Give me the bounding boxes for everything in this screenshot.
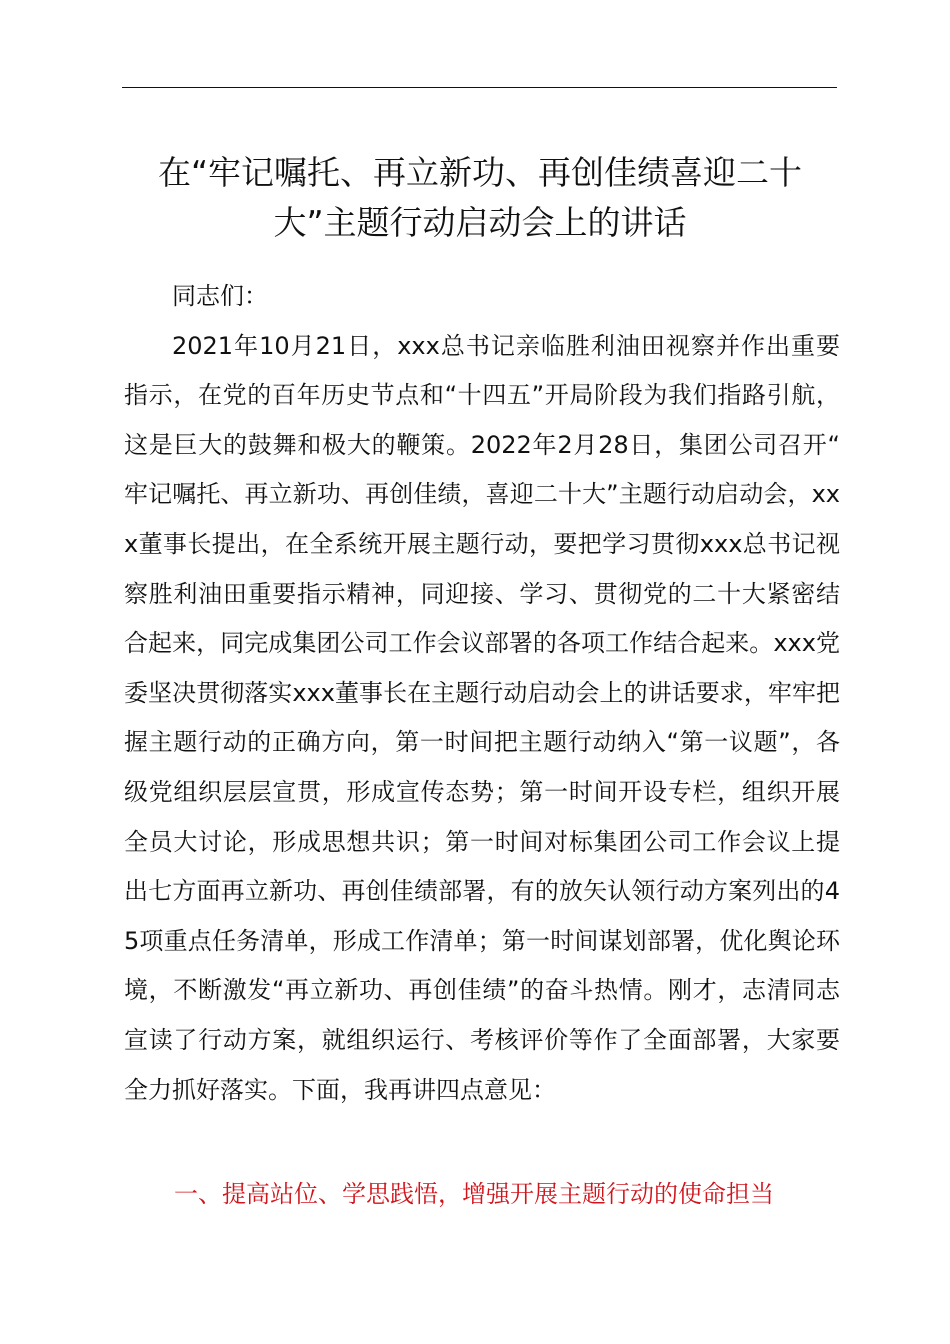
- title-line-2: 大”主题行动启动会上的讲话: [273, 203, 687, 242]
- header-rule: [122, 87, 837, 88]
- body-paragraph-1: 2021年10月21日，xxx总书记亲临胜利油田视察并作出重要指示，在党的百年历史节点和“十四五”开局阶段为我们指路引航，这是巨大的鼓舞和极大的鞭策。2022年2月28日，集团公司召开“牢记嘱托、再立新功、再创佳绩，喜迎二十大”主题行动启动会，xxx董事长提出，在全系统开展主题行动，要把学习贯彻xxx总书记视察胜利油田重要指示精神，同迎接、学习、贯彻党的二十大紧密结合起来，同完成集团公司工作会议部署的各项工作结合起来。xxx党委坚决贯彻落实xxx董事长在主题行动启动会上的讲话要求，牢牢把握主题行动的正确方向，第一时间把主题行动纳入“第一议题”，各级党组织层层宣贯，形成宣传态势；第一时间开设专栏，组织开展全员大讨论，形成思想共识；第一时间对标集团公司工作会议上提出七方面再立新功、再创佳绩部署，有的放矢认领行动方案列出的45项重点任务清单，形成工作清单；第一时间谋划部署，优化舆论环境，不断激发“再立新功、再创佳绩”的奋斗热情。刚才，志清同志宣读了行动方案，就组织运行、考核评价等作了全面部署，大家要全力抓好落实。下面，我再讲四点意见：: [124, 331, 840, 1104]
- document-title: [100, 148, 860, 248]
- salutation: 同志们：: [172, 282, 268, 310]
- document-body: [124, 272, 840, 1115]
- title-line-1: 在“牢记嘱托、再立新功、再创佳绩喜迎二十: [157, 153, 803, 192]
- section-heading-1: 一、提高站位、学思践悟，增强开展主题行动的使命担当: [174, 1180, 774, 1208]
